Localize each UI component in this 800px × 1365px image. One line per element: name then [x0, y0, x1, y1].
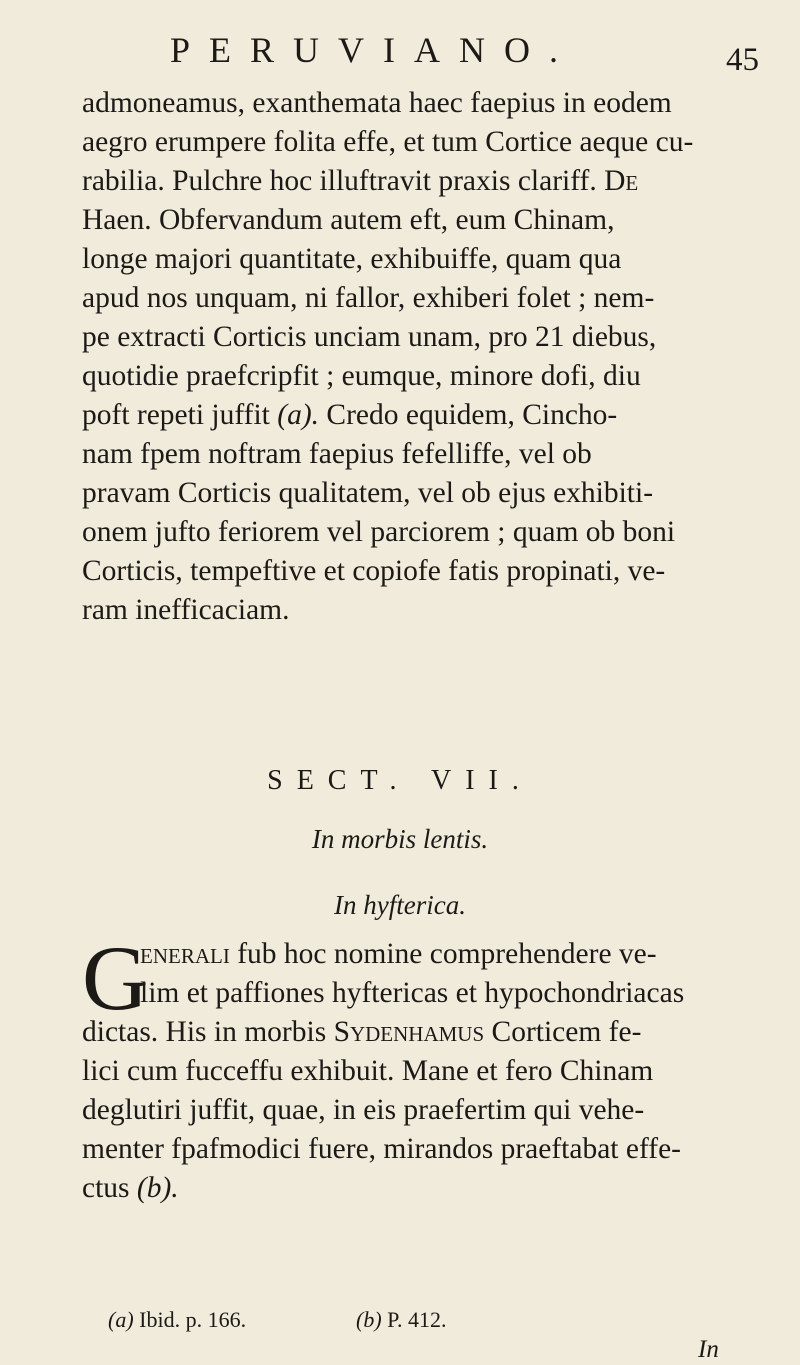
section-subheading: In hyfterica.	[334, 890, 466, 920]
text-line: lici cum fucceffu exhibuit. Mane et fero Chinam	[82, 1055, 654, 1087]
text-line: ram inefficaciam.	[82, 594, 290, 626]
text-line: Haen. Obfervandum autem eft, eum Chinam,	[82, 204, 615, 236]
section-subheading: In morbis lentis.	[311, 824, 489, 854]
text-line	[82, 1169, 732, 1208]
footnote-marker-a: (a)	[108, 1307, 134, 1332]
footnote-marker-b: (b)	[356, 1307, 382, 1332]
text-segment: poft repeti juffit	[82, 399, 270, 431]
text-line	[82, 1013, 732, 1052]
text-line: onem jufto feriorem vel parciorem ; quam ob boni	[82, 516, 676, 548]
text-line: deglutiri juffit, quae, in eis praefertim qui vehe-	[82, 1094, 645, 1126]
footnote-text-b: P. 412.	[387, 1307, 447, 1332]
paragraph-2	[82, 927, 732, 1208]
drop-cap: G	[82, 927, 149, 1029]
page-number: 45	[726, 42, 759, 78]
footnote-ref-b: (b).	[136, 1172, 179, 1204]
footnotes	[108, 1306, 447, 1334]
text-line: aegro erumpere folita effe, et tum Cortice aeque cu-	[82, 126, 694, 158]
text-segment: dictas. His in morbis	[82, 1016, 327, 1048]
text-line: Corticis, tempeftive et copiofe fatis propinati, ve-	[82, 555, 666, 587]
text-line: pe extracti Corticis unciam unam, pro 21 diebus,	[82, 321, 657, 353]
text-segment: Corticem fe-	[491, 1016, 642, 1048]
text-line: menter fpafmodici fuere, mirandos praeftabat effe-	[82, 1133, 681, 1165]
text-line: lim et paffiones hyftericas et hypochondriacas	[140, 977, 685, 1009]
text-line	[82, 396, 722, 435]
text-segment: Credo equidem, Cincho-	[326, 399, 618, 431]
text-segment: rabilia. Pulchre hoc illuftravit praxis clariff.	[82, 165, 597, 197]
text-segment: fub hoc nomine comprehendere ve-	[237, 938, 657, 970]
footnote-b	[356, 1306, 446, 1334]
footnote-a	[108, 1307, 246, 1332]
text-line: apud nos unquam, ni fallor, exhiberi folet ; nem-	[82, 282, 655, 314]
text-segment: ctus	[82, 1172, 130, 1204]
section-heading: SECT. VII.	[267, 765, 533, 796]
text-line: nam fpem noftram faepius fefelliffe, vel ob	[82, 438, 592, 470]
text-line: quotidie praefcripfit ; eumque, minore dofi, diu	[82, 360, 641, 392]
author-name-de: De	[604, 165, 639, 197]
text-line: admoneamus, exanthemata haec faepius in eodem	[82, 87, 672, 119]
text-line: longe majori quantitate, exhibuiffe, quam qua	[82, 243, 622, 275]
first-word: enerali	[140, 938, 230, 970]
text-line	[82, 935, 732, 974]
text-line: pravam Corticis qualitatem, vel ob ejus exhibiti-	[82, 477, 654, 509]
text-line	[82, 162, 722, 201]
catchword: In	[698, 1336, 719, 1363]
footnote-text-a: Ibid. p. 166.	[139, 1307, 247, 1332]
paragraph-1	[82, 84, 722, 630]
author-name-sydenham: Sydenhamus	[333, 1016, 485, 1048]
running-head: PERUVIANO.	[170, 30, 578, 70]
footnote-ref-a: (a).	[277, 399, 320, 431]
